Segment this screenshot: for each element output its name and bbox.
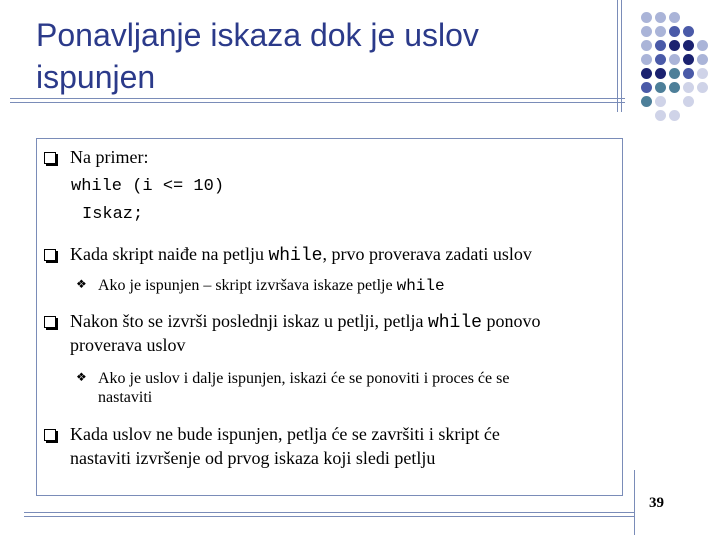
- bullet-3-text: [70, 310, 540, 335]
- bullet-3-sub-line2: nastaviti: [98, 389, 153, 406]
- deco-dot: [655, 68, 666, 79]
- diamond-bullet-icon: ❖: [76, 277, 87, 291]
- deco-dot: [655, 54, 666, 65]
- checkbox-bullet-icon: [44, 429, 56, 441]
- bullet-2-code: while: [268, 246, 323, 266]
- bullet-1-code-line2: Iskaz;: [82, 205, 144, 224]
- deco-dot: [655, 96, 666, 107]
- deco-dot: [683, 40, 694, 51]
- bullet-1-code-line1: while (i <= 10): [71, 177, 225, 196]
- deco-dot: [669, 110, 680, 121]
- bullet-3-text-after: ponovo: [481, 311, 541, 331]
- footer-rule: [24, 512, 634, 513]
- deco-dot: [641, 40, 652, 51]
- deco-dot: [683, 82, 694, 93]
- page-number: 39: [649, 495, 664, 511]
- checkbox-bullet-icon: [44, 152, 56, 164]
- deco-vline-2: [621, 0, 622, 112]
- deco-dot: [697, 54, 708, 65]
- deco-dot: [669, 26, 680, 37]
- deco-dot: [655, 82, 666, 93]
- deco-dot: [683, 54, 694, 65]
- title-rule: [10, 98, 625, 99]
- bullet-2-text-before: Kada skript naiđe na petlju: [70, 244, 269, 264]
- bullet-2-sub-code: while: [396, 277, 445, 295]
- deco-dot: [697, 68, 708, 79]
- footer-rule-2: [24, 516, 634, 517]
- bullet-2-text: [70, 243, 532, 268]
- deco-dot: [669, 68, 680, 79]
- deco-dot: [683, 68, 694, 79]
- bullet-3-text-before: Nakon što se izvrši poslednji iskaz u petlji, petlja: [70, 311, 428, 331]
- deco-dot: [683, 96, 694, 107]
- deco-dot: [655, 40, 666, 51]
- bullet-3-sub-line1: Ako je uslov i dalje ispunjen, iskazi će se ponoviti i proces će se: [98, 370, 510, 387]
- deco-dot: [669, 12, 680, 23]
- deco-dot: [641, 26, 652, 37]
- deco-dot: [697, 40, 708, 51]
- diamond-bullet-icon: ❖: [76, 370, 87, 384]
- title-rule-2: [10, 102, 625, 103]
- deco-vline-1: [617, 0, 618, 112]
- deco-dot: [669, 40, 680, 51]
- deco-dot: [655, 26, 666, 37]
- deco-dot: [641, 12, 652, 23]
- slide-title: [36, 14, 596, 98]
- deco-dot: [683, 26, 694, 37]
- deco-dot: [641, 96, 652, 107]
- bullet-2-text-after: , prvo proverava zadati uslov: [322, 244, 532, 264]
- bullet-3-line2: proverava uslov: [70, 335, 186, 355]
- checkbox-bullet-icon: [44, 249, 56, 261]
- deco-dot: [641, 68, 652, 79]
- deco-dot: [669, 82, 680, 93]
- checkbox-bullet-icon: [44, 316, 56, 328]
- bullet-3-code: while: [427, 313, 482, 333]
- bullet-4-line1: Kada uslov ne bude ispunjen, petlja će se završiti i skript će: [70, 424, 500, 444]
- bullet-2-sub-text: [98, 276, 445, 296]
- deco-dot: [655, 12, 666, 23]
- bullet-2-sub-before: Ako je ispunjen – skript izvršava iskaze petlje: [98, 277, 397, 294]
- slide-title-line1: Ponavljanje iskaza dok je uslov: [36, 17, 479, 53]
- footer-vline: [634, 470, 635, 535]
- slide-title-line2: ispunjen: [36, 59, 156, 95]
- bullet-4-line2: nastaviti izvršenje od prvog iskaza koji sledi petlju: [70, 448, 436, 468]
- deco-dot: [641, 82, 652, 93]
- deco-dot: [641, 54, 652, 65]
- bullet-1-text: Na primer:: [70, 147, 149, 167]
- deco-dot: [669, 54, 680, 65]
- deco-dot: [655, 110, 666, 121]
- deco-dot: [697, 82, 708, 93]
